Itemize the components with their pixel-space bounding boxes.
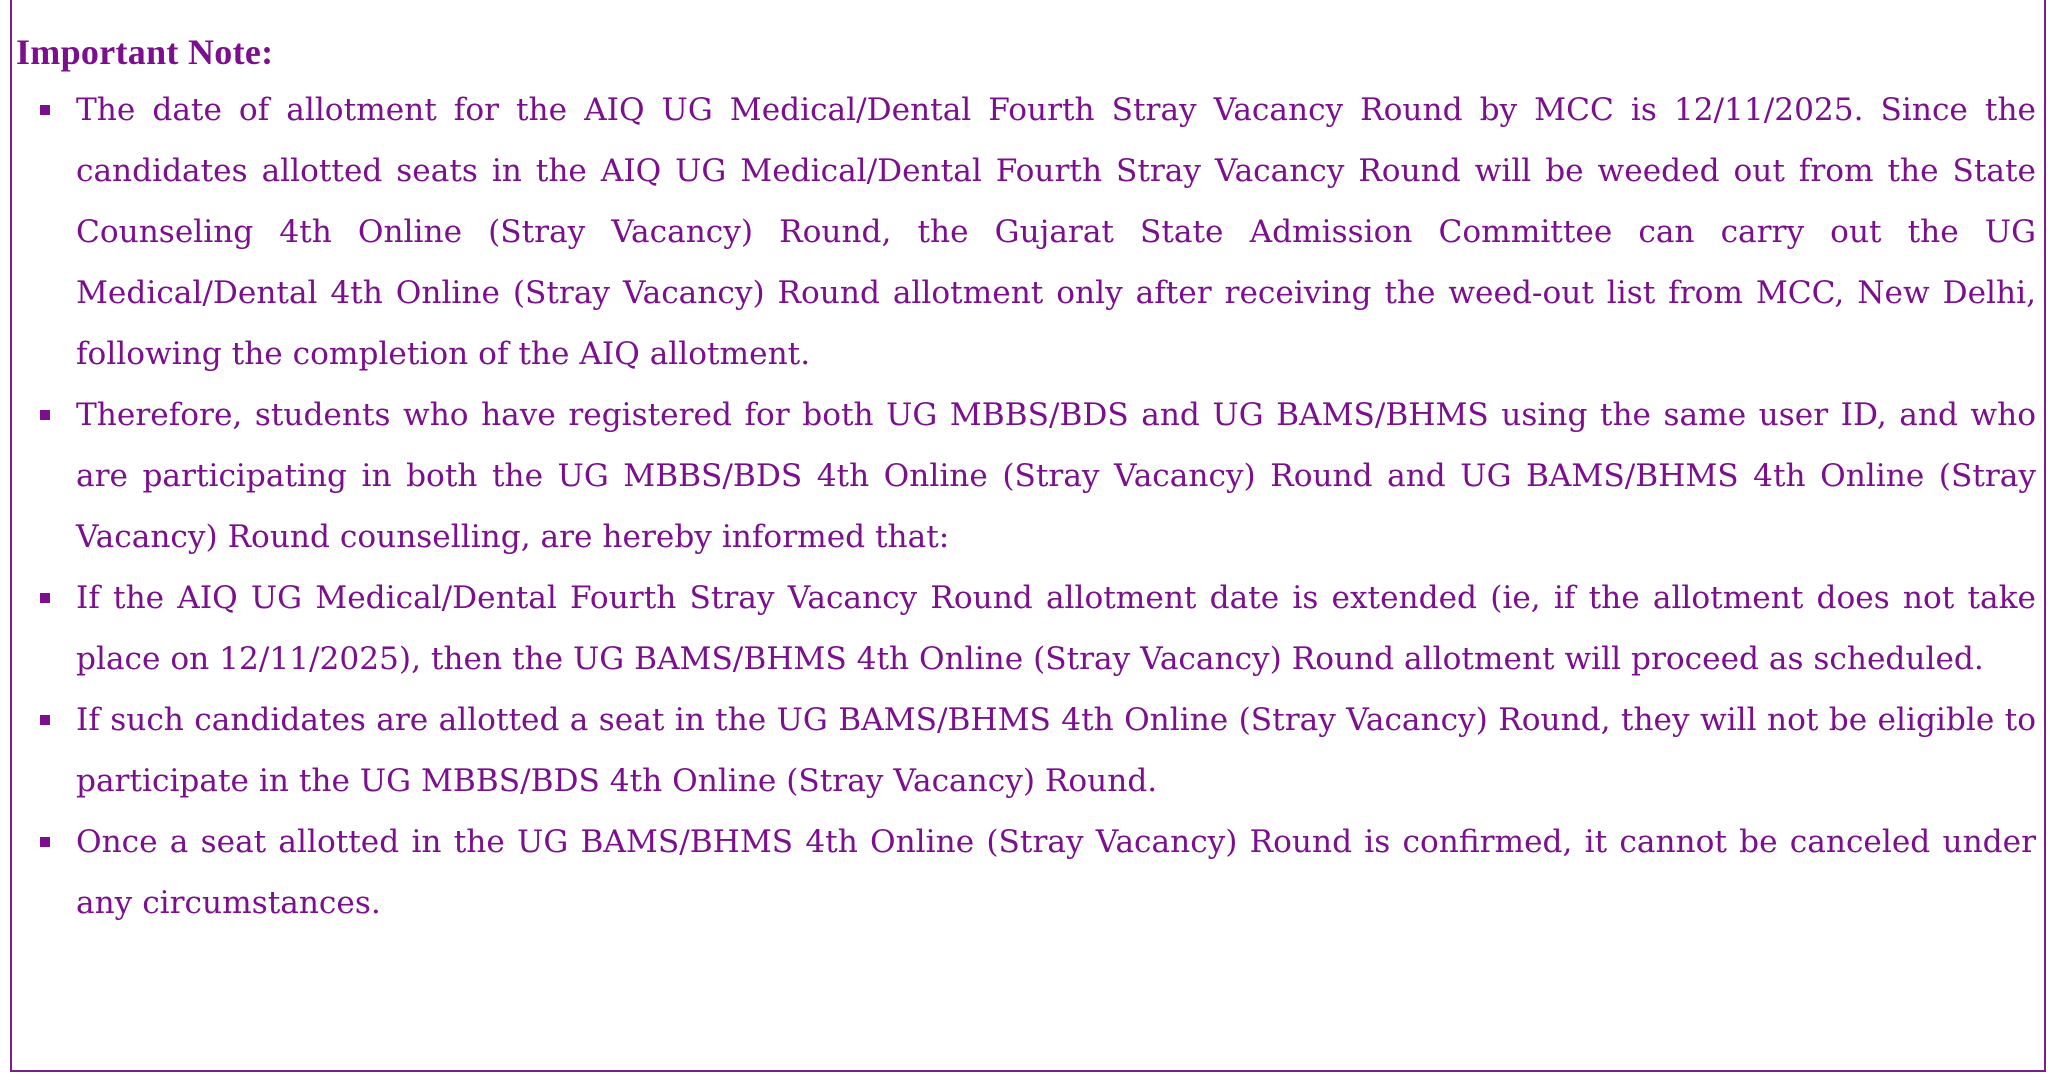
- square-bullet-icon: [40, 715, 50, 725]
- note-item-text: If such candidates are allotted a seat in the UG BAMS/BHMS 4th Online (Stray Vacancy) Round, they will not be eligible to participate in the UG MBBS/BDS 4th Online (Stray Vacancy) Round.: [76, 702, 2036, 799]
- important-note-box: [10, 0, 2046, 1072]
- square-bullet-icon: [40, 837, 50, 847]
- note-item-text: Therefore, students who have registered for both UG MBBS/BDS and UG BAMS/BHMS using the same user ID, and who are participating in both the UG MBBS/BDS 4th Online (Stray Vacancy) Round and UG BAMS/BHMS 4th Online (Stray Vacancy) Round counselling, are hereby informed that:: [76, 397, 2036, 555]
- square-bullet-icon: [40, 105, 50, 115]
- note-list: [76, 80, 2036, 934]
- square-bullet-icon: [40, 593, 50, 603]
- note-item: [76, 812, 2036, 934]
- note-title: Important Note:: [16, 32, 274, 72]
- note-item-text: Once a seat allotted in the UG BAMS/BHMS 4th Online (Stray Vacancy) Round is confirmed, it cannot be canceled under any circumstances.: [76, 824, 2036, 921]
- note-item: [76, 80, 2036, 385]
- square-bullet-icon: [40, 410, 50, 420]
- note-item: [76, 385, 2036, 568]
- note-item: [76, 568, 2036, 690]
- note-item: [76, 690, 2036, 812]
- note-item-text: If the AIQ UG Medical/Dental Fourth Stray Vacancy Round allotment date is extended (ie, if the allotment does not take place on 12/11/2025), then the UG BAMS/BHMS 4th Online (Stray Vacancy) Round allotment will proceed as scheduled.: [76, 580, 2036, 677]
- note-item-text: The date of allotment for the AIQ UG Medical/Dental Fourth Stray Vacancy Round by MCC is 12/11/2025. Since the candidates allotted seats in the AIQ UG Medical/Dental Fourth Stray Vacancy Round will be weeded out from the State Counseling 4th Online (Stray Vacancy) Round, the Gujarat State Admission Committee can carry out the UG Medical/Dental 4th Online (Stray Vacancy) Round allotment only after receiving the weed-out list from MCC, New Delhi, following the completion of the AIQ allotment.: [76, 92, 2036, 372]
